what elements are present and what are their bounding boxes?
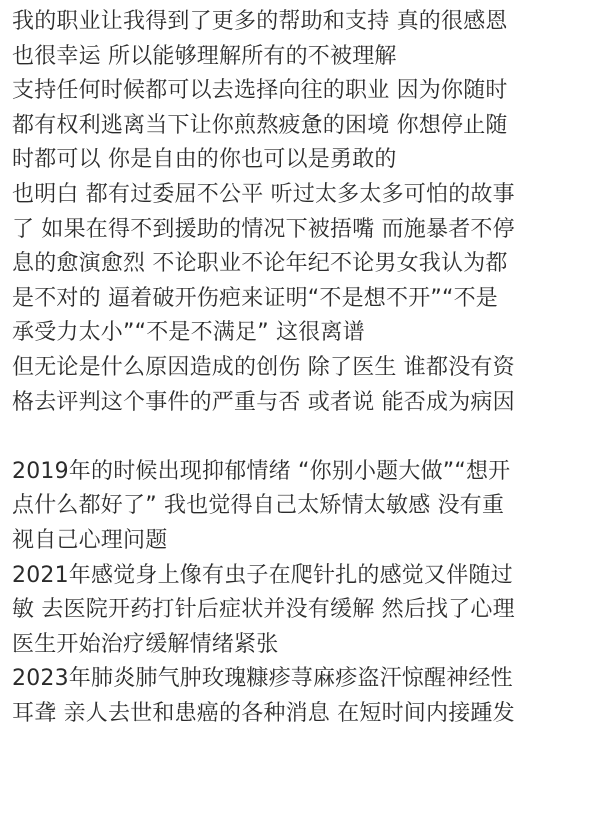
text-line: 时都可以 你是自由的你也可以是勇敢的: [12, 147, 397, 173]
text-line: 但无论是什么原因造成的创伤 除了医生 谁都没有资: [12, 354, 515, 380]
text-line: 是不对的 逼着破开伤疤来证明“不是想不开”“不是: [12, 285, 498, 311]
text-line: 息的愈演愈烈 不论职业不论年纪不论男女我认为都: [12, 251, 508, 277]
text-line: 也很幸运 所以能够理解所有的不被理解: [12, 43, 397, 69]
text-line: 医生开始治疗缓解情绪紧张: [12, 631, 279, 657]
text-line: 敏 去医院开药打针后症状并没有缓解 然后找了心理: [12, 597, 515, 623]
body-text: [12, 5, 594, 731]
text-line: 格去评判这个事件的严重与否 或者说 能否成为病因: [12, 389, 515, 415]
text-line: 2021年感觉身上像有虫子在爬针扎的感觉又伴随过: [12, 562, 513, 588]
text-line: 2023年肺炎肺气肿玫瑰糠疹荨麻疹盗汗惊醒神经性: [12, 666, 513, 692]
text-line: 支持任何时候都可以去选择向往的职业 因为你随时: [12, 78, 508, 104]
text-line: 都有权利逃离当下让你煎熬疲惫的困境 你想停止随: [12, 112, 508, 138]
text-line: 我的职业让我得到了更多的帮助和支持 真的很感恩: [12, 9, 508, 34]
text-line: 承受力太小”“不是不满足” 这很离谱: [12, 320, 365, 346]
text-line: 也明白 都有过委屈不公平 听过太多太多可怕的故事: [12, 181, 515, 207]
text-line: 了 如果在得不到援助的情况下被捂嘴 而施暴者不停: [12, 216, 515, 242]
blank-line: [12, 420, 594, 455]
text-line: 2019年的时候出现抑郁情绪 “你别小题大做”“想开: [12, 458, 511, 484]
text-line: 耳聋 亲人去世和患癌的各种消息 在短时间内接踵发: [12, 700, 515, 726]
text-line: 视自己心理问题: [12, 527, 168, 553]
text-line: 点什么都好了” 我也觉得自己太矫情太敏感 没有重: [12, 493, 505, 519]
